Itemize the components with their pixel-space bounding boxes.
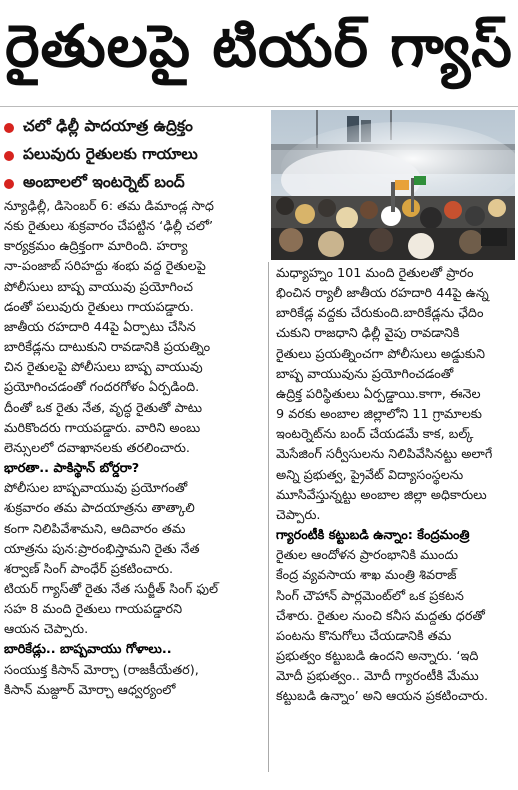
article-line: రైతుల ఆందోళన ప్రారంభానికి ముందు — [276, 548, 459, 564]
article-line: చెప్పారు. — [276, 507, 321, 523]
article-line: న్యూఢిల్లీ, డిసెంబర్ 6: తమ డిమాండ్ల సాధ — [4, 199, 214, 214]
headline: రైతులపై టియర్ గ్యాస్ — [5, 11, 513, 80]
article-line: మధ్యాహ్నం 101 మంది రైతులతో ప్రారం — [276, 266, 474, 281]
article-line: బారికేడ్లను దాటుకుని రావడానికి ప్రయత్నిం — [4, 340, 211, 356]
bullet-item — [4, 114, 266, 142]
article-line: బారికేడ్ల వద్దకు చేరుకుంది.బారికేడ్లను ఛేదిం — [276, 306, 484, 322]
article-line: సంయుక్త కిసాన్ మోర్చా (రాజకీయేతర), — [4, 662, 199, 678]
article-line: 9 వరకు అంబాల జిల్లాలోని 11 గ్రామాలకు — [276, 407, 482, 423]
bullet-dot-icon — [4, 123, 14, 133]
article-line: నా-పంజాబ్ సరిహద్దు శంభు వద్ద రైతులపై — [4, 259, 206, 275]
column-divider — [268, 262, 269, 772]
protest-photo-graphic — [271, 110, 515, 260]
article-line: మోదీ ప్రభుత్వం.. మోదీ గ్యారంటీకి మేము — [276, 669, 479, 685]
bullet-dot-icon — [4, 151, 14, 161]
article-line: యాత్రను పున:ప్రారంభిస్తామని రైతు నేత — [4, 541, 200, 557]
article-line: చిన రైతులపై పోలీసులు బాష్ప వాయువు — [4, 360, 203, 376]
article-line: చేశారు. రైతుల నుంచి కనీస మద్దతు ధరతో — [276, 608, 485, 624]
article-line: సింగ్ చౌహాన్ పార్లమెంట్‌లో ఒక ప్రకటన — [276, 588, 464, 604]
subheading: భారతా.. పాకిస్థాన్ బోర్డరా? — [4, 461, 140, 477]
article-line: కిసాన్ మజ్దూర్ మోర్చా ఆధ్వర్యంలో — [4, 682, 176, 698]
article-line: ఉద్రిక్త పరిస్థితులు ఏర్పడ్డాయి.కాగా, ఈనెల — [276, 386, 481, 402]
article-line: కార్యక్రమం ఉద్రిక్తంగా మారింది. హర్యా — [4, 239, 188, 255]
article-line: ఇంటర్నెట్‌ను బంద్ చేయడమే కాక, బల్క్ — [276, 427, 474, 443]
article-line: నకు రైతులు శుక్రవారం చేపట్టిన ‘ఢిల్లీ చలో’ — [4, 219, 214, 235]
article-line: సహ 8 మంది రైతులు గాయపడ్డారని — [4, 602, 183, 618]
article-column-right — [276, 264, 516, 707]
article-line: ఆయన చెప్పారు. — [4, 622, 89, 638]
bullet-text: పలువురు రైతులకు గాయాలు — [23, 145, 198, 163]
article-line: లెన్సులలో దవాఖానలకు తరలించారు. — [4, 440, 190, 456]
article-line: పంటను కొనుగోలు చేయడానికి తమ — [276, 628, 452, 644]
bullet-text: చలో ఢిల్లీ పాదయాత్ర ఉద్రిక్తం — [23, 117, 193, 135]
article-line: కేంద్ర వ్యవసాయ శాఖ మంత్రి శివరాజ్ — [276, 568, 457, 584]
article-line: శుక్రవారం తమ పాదయాత్రను తాత్కాలి — [4, 501, 195, 517]
bullet-text: అంబాలలో ఇంటర్నెట్ బంద్ — [23, 173, 185, 191]
protest-photo — [271, 110, 515, 260]
article-line: జాతీయ రహదారి 44పై ఏర్పాటు చేసిన — [4, 319, 196, 335]
article-line: కంగా నిలిపివేశామని, ఆదివారం తమ — [4, 521, 186, 537]
bullet-dot-icon — [4, 179, 14, 189]
article-line: కట్టుబడి ఉన్నాం’ అని ఆయన ప్రకటించారు. — [276, 689, 489, 705]
article-line: భించిన ర్యాలీ జాతీయ రహదారి 44పై ఉన్న — [276, 286, 489, 302]
article-line: మూసివేస్తున్నట్టు అంబాల జిల్లా అధికారులు — [276, 487, 487, 503]
headline-rule — [0, 106, 518, 107]
bullet-item — [4, 170, 266, 198]
article-line: ప్రయోగించడంతో గందరగోళం ఏర్పడింది. — [4, 380, 200, 396]
article-line: డంతో పలువురు రైతులు గాయపడ్డారు. — [4, 299, 194, 315]
article-line: అన్ని ప్రభుత్వ, ప్రైవేట్ విద్యాసంస్థలను — [276, 467, 464, 483]
article-line: దీంతో ఒక రైతు నేత, వృద్ధ రైతుతో పాటు — [4, 400, 203, 416]
article-line: చుకుని రాజధాని ఢిల్లీ వైపు రావడానికి — [276, 326, 460, 342]
subheading: గ్యారంటీకి కట్టుబడి ఉన్నాం: కేంద్రమంత్రి — [276, 528, 470, 544]
article-line: మరికొందరు గాయపడ్డారు. వారిని అంబు — [4, 420, 201, 436]
article-line: టియర్ గ్యాస్‌తో రైతు నేత సుర్జీత్ సింగ్ ఫుల్ — [4, 581, 219, 597]
article-line: పోలీసులు బాష్ప వాయువు ప్రయోగించ — [4, 279, 194, 295]
article-line: శర్వాణ్ సింగ్ పాంధేర్ ప్రకటించారు. — [4, 561, 174, 577]
article-line: పోలీసుల బాష్పవాయువు ప్రయోగంతో — [4, 481, 188, 497]
bullet-list — [4, 114, 266, 198]
article-line: రైతులు ప్రయత్నించగా పోలీసులు అడ్డుకుని — [276, 346, 486, 362]
subheading: బారికేడ్లు.. బాష్పవాయు గోళాలు.. — [4, 642, 172, 658]
bullet-item — [4, 142, 266, 170]
article-line: మెసేజింగ్ సర్వీసులను నిలిపివేసినట్టు అలాగే — [276, 447, 493, 463]
article-column-left — [4, 197, 264, 701]
article-line: బాష్ప వాయువును ప్రయోగించడంతో — [276, 366, 454, 382]
article-line: ప్రభుత్వం కట్టుబడి ఉందని అన్నారు. ‘ఇది — [276, 648, 479, 664]
